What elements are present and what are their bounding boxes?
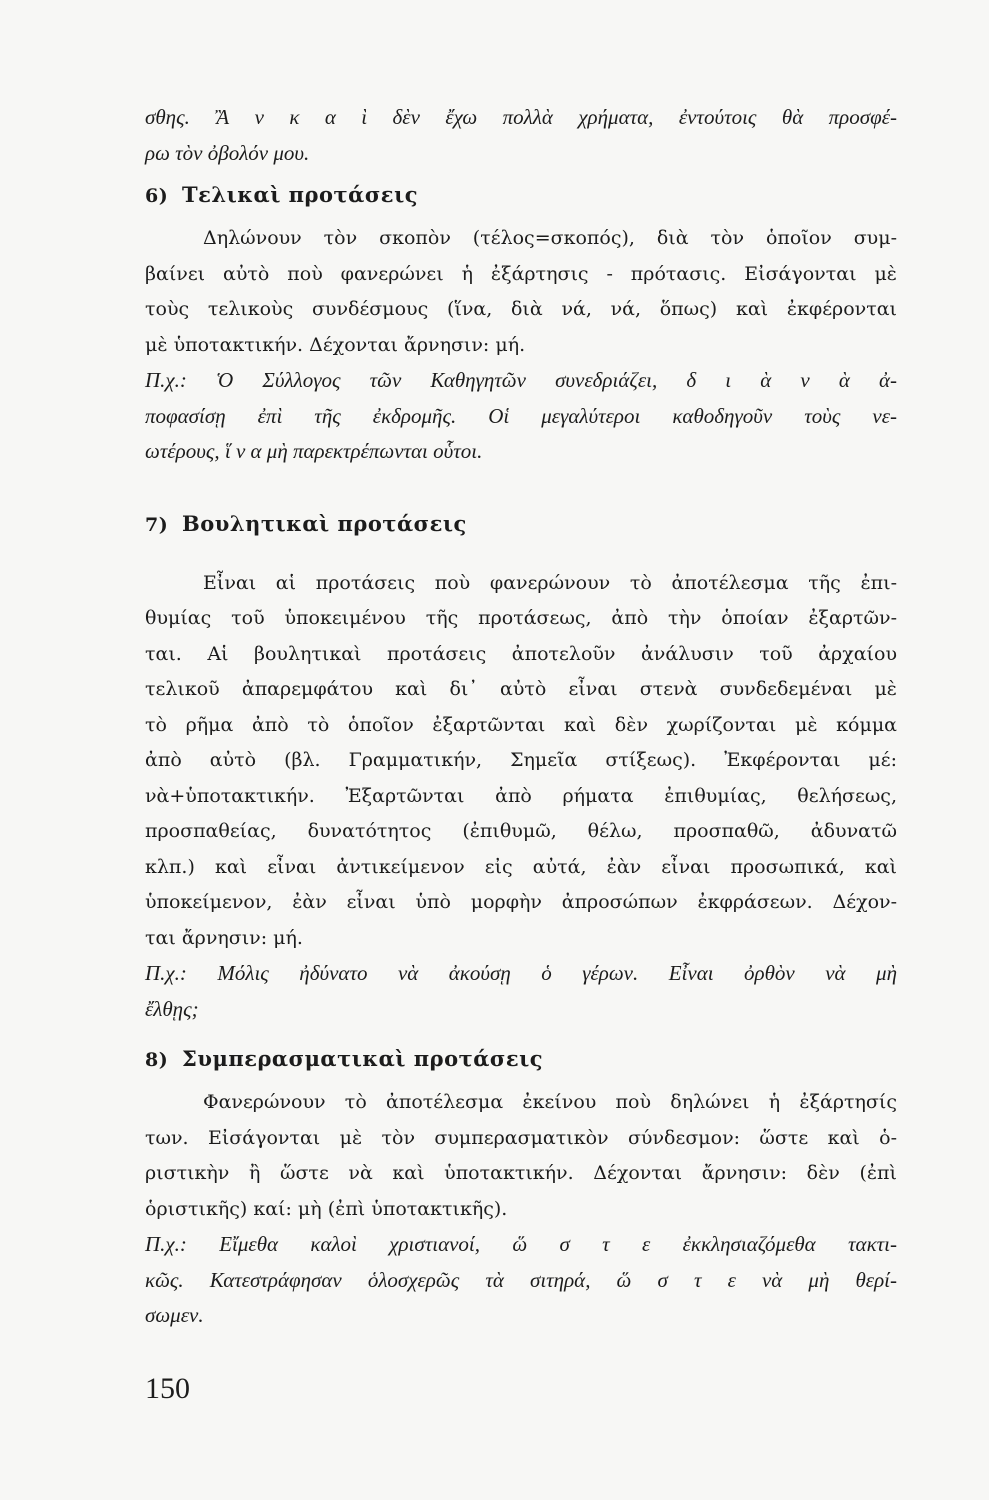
page-number: 150 bbox=[145, 1372, 190, 1405]
text-line: ται ἄρνησιν: μή. bbox=[145, 926, 303, 949]
text-line: ρω τὸν ὀβολόν μου. bbox=[145, 140, 310, 165]
text-line: Δηλώνουν τὸν σκοπὸν (τέλος=σκοπός), διὰ τὸν ὁποῖον συμ- bbox=[203, 227, 897, 249]
section-heading-8 bbox=[145, 1041, 897, 1077]
text-line: ὁριστικῆς) καί: μὴ (ἐπὶ ὑποτακτικῆς). bbox=[145, 1197, 508, 1220]
text-line: τὸ ρῆμα ἀπὸ τὸ ὁποῖον ἐξαρτῶνται καὶ δὲν χωρίζονται μὲ κόμμα bbox=[145, 713, 897, 736]
text-line: τελικοῦ ἀπαρεμφάτου καὶ δι᾽ αὐτὸ εἶναι στενὰ συνδεδεμέναι μὲ bbox=[145, 678, 897, 700]
section-number: 6) bbox=[145, 185, 169, 207]
example-line: κῶς. Κατεστράφησαν ὁλοσχερῶς τὰ σιτηρά, ὥ σ τ ε νὰ μὴ θερί- bbox=[145, 1267, 897, 1292]
section-heading-6 bbox=[145, 177, 897, 213]
section-number: 7) bbox=[145, 513, 169, 536]
example-line: ἔλθῃς; bbox=[145, 996, 199, 1021]
text-line: μὲ ὑποτακτικήν. Δέχονται ἄρνησιν: μή. bbox=[145, 333, 526, 356]
text-line: Εἶναι αἱ προτάσεις ποὺ φανερώνουν τὸ ἀποτέλεσμα τῆς ἐπι- bbox=[203, 571, 897, 594]
text-line: νὰ+ὑποτακτικήν. Ἐξαρτῶνται ἀπὸ ρήματα ἐπιθυμίας, θελήσεως, bbox=[145, 784, 897, 807]
example-line: Π.χ.: Εἴμεθα καλοὶ χριστιανοί, ὥ σ τ ε ἐκκλησιαζόμεθα τακτι- bbox=[145, 1232, 897, 1256]
section-title: Τελικαὶ προτάσεις bbox=[182, 182, 419, 207]
section-title: Βουλητικαὶ προτάσεις bbox=[182, 510, 467, 536]
text-line: τοὺς τελικοὺς συνδέσμους (ἵνα, διὰ νά, νά, ὅπως) καὶ ἐκφέρονται bbox=[145, 298, 897, 320]
section-heading-7 bbox=[145, 506, 897, 542]
text-line: κλπ.) καὶ εἶναι ἀντικείμενον εἰς αὐτά, ἐὰν εἶναι προσωπικά, καὶ bbox=[145, 855, 897, 878]
text-line: βαίνει αὐτὸ ποὺ φανερώνει ἡ ἐξάρτησις - πρότασις. Εἰσάγονται μὲ bbox=[145, 262, 897, 285]
page-body bbox=[145, 100, 897, 1334]
text-line: ἀπὸ αὐτὸ (βλ. Γραμματικήν, Σημεῖα στίξεως). Ἐκφέρονται μέ: bbox=[145, 749, 897, 771]
example-line: ποφασίσῃ ἐπὶ τῆς ἐκδρομῆς. Οἱ μεγαλύτεροι καθοδηγοῦν τοὺς νε- bbox=[145, 403, 897, 428]
text-line: ται. Αἱ βουλητικαὶ προτάσεις ἀποτελοῦν ἀνάλυσιν τοῦ ἀρχαίου bbox=[145, 642, 897, 665]
example-line: ωτέρους, ἵ ν α μὴ παρεκτρέπωνται οὗτοι. bbox=[145, 439, 483, 463]
text-line: ριστικὴν ἢ ὥστε νὰ καὶ ὑποτακτικήν. Δέχονται ἄρνησιν: δὲν (ἐπὶ bbox=[145, 1162, 897, 1184]
example-line: Π.χ.: Ὁ Σύλλογος τῶν Καθηγητῶν συνεδριάζει, δ ι ὰ ν ὰ ἀ- bbox=[145, 368, 897, 392]
section-number: 8) bbox=[145, 1049, 169, 1071]
text-line: προσπαθείας, δυνατότητος (ἐπιθυμῶ, θέλω, προσπαθῶ, ἀδυνατῶ bbox=[145, 820, 897, 842]
text-line: ὑποκείμενον, ἐὰν εἶναι ὑπὸ μορφὴν ἀπροσώπων ἐκφράσεων. Δέχον- bbox=[145, 891, 897, 913]
text-line: των. Εἰσάγονται μὲ τὸν συμπερασματικὸν σύνδεσμον: ὥστε καὶ ὁ- bbox=[145, 1126, 897, 1149]
example-line: Π.χ.: Μόλις ἠδύνατο νὰ ἀκούσῃ ὁ γέρων. Εἶναι ὀρθὸν νὰ μὴ bbox=[145, 961, 897, 985]
section-title: Συμπερασματικαὶ προτάσεις bbox=[182, 1046, 544, 1071]
example-line: σωμεν. bbox=[145, 1303, 204, 1327]
text-line: Φανερώνουν τὸ ἀποτέλεσμα ἐκείνου ποὺ δηλώνει ἡ ἐξάρτησίς bbox=[203, 1091, 897, 1113]
text-line: θυμίας τοῦ ὑποκειμένου τῆς προτάσεως, ἀπὸ τὴν ὁποίαν ἐξαρτῶν- bbox=[145, 607, 897, 629]
text-line: σθης. Ἂ ν κ α ὶ δὲν ἔχω πολλὰ χρήματα, ἐντούτοις θὰ προσφέ- bbox=[145, 105, 897, 129]
